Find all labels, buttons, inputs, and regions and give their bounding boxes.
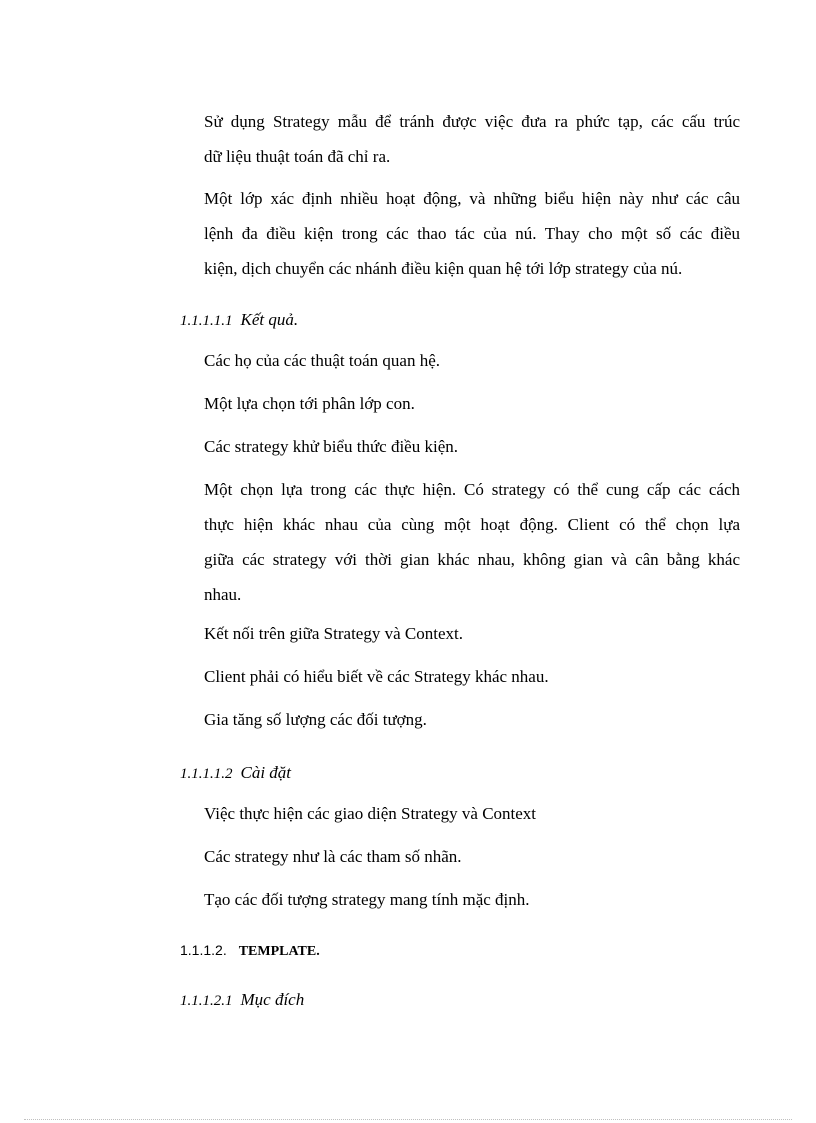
- paragraph-line: kiện, dịch chuyển các nhánh điều kiện quan hệ tới lớp strategy của nú.: [204, 259, 683, 278]
- heading-title: Mục đích: [240, 990, 305, 1009]
- paragraph-line: dữ liệu thuật toán đã chỉ ra.: [204, 147, 391, 166]
- paragraph-line: Một chọn lựa trong các thực hiện. Có strategy có thể cung cấp các cách: [204, 480, 740, 499]
- paragraph-line: giữa các strategy với thời gian khác nhau, không gian và cân bằng khác: [204, 550, 740, 569]
- paragraph-line: thực hiện khác nhau của cùng một hoạt động. Client có thể chọn lựa: [204, 515, 740, 534]
- paragraph-choice-of-implementations: [204, 472, 740, 612]
- list-item: Gia tăng số lượng các đối tượng.: [204, 710, 427, 729]
- heading-template: [180, 938, 320, 964]
- heading-number: 1.1.1.1.2: [180, 766, 233, 782]
- list-item: Client phải có hiểu biết về các Strategy khác nhau.: [204, 667, 549, 686]
- paragraph-multiple-conditions: [204, 181, 740, 286]
- heading-title: Kết quả.: [240, 310, 299, 329]
- list-item: Kết nối trên giữa Strategy và Context.: [204, 624, 463, 643]
- list-item: Một lựa chọn tới phân lớp con.: [204, 394, 415, 413]
- heading-cai-dat: [180, 761, 291, 786]
- page-bottom-divider: [24, 1119, 792, 1120]
- heading-ket-qua: [180, 308, 298, 333]
- list-item: Tạo các đối tượng strategy mang tính mặc định.: [204, 890, 530, 909]
- heading-title: Cài đặt: [240, 763, 292, 782]
- heading-number: 1.1.1.2.1: [180, 993, 233, 1009]
- paragraph-line: Sử dụng Strategy mẫu để tránh được việc đưa ra phức tạp, các cấu trúc: [204, 112, 740, 131]
- heading-number: 1.1.1.1.1: [180, 313, 233, 329]
- heading-title: TEMPLATE.: [238, 944, 320, 959]
- heading-muc-dich: [180, 988, 304, 1013]
- list-item: Các strategy như là các tham số nhãn.: [204, 847, 462, 866]
- paragraph-strategy-intro: [204, 104, 740, 174]
- paragraph-line: nhau.: [204, 585, 242, 604]
- list-item: Các họ của các thuật toán quan hệ.: [204, 351, 441, 370]
- heading-number: 1.1.1.2.: [180, 942, 227, 958]
- list-item: Các strategy khử biểu thức điều kiện.: [204, 437, 458, 456]
- paragraph-line: Một lớp xác định nhiều hoạt động, và những biểu hiện này như các câu: [204, 189, 740, 208]
- paragraph-line: lệnh đa điều kiện trong các thao tác của nú. Thay cho một số các điều: [204, 224, 740, 243]
- list-item: Việc thực hiện các giao diện Strategy và Context: [204, 804, 537, 823]
